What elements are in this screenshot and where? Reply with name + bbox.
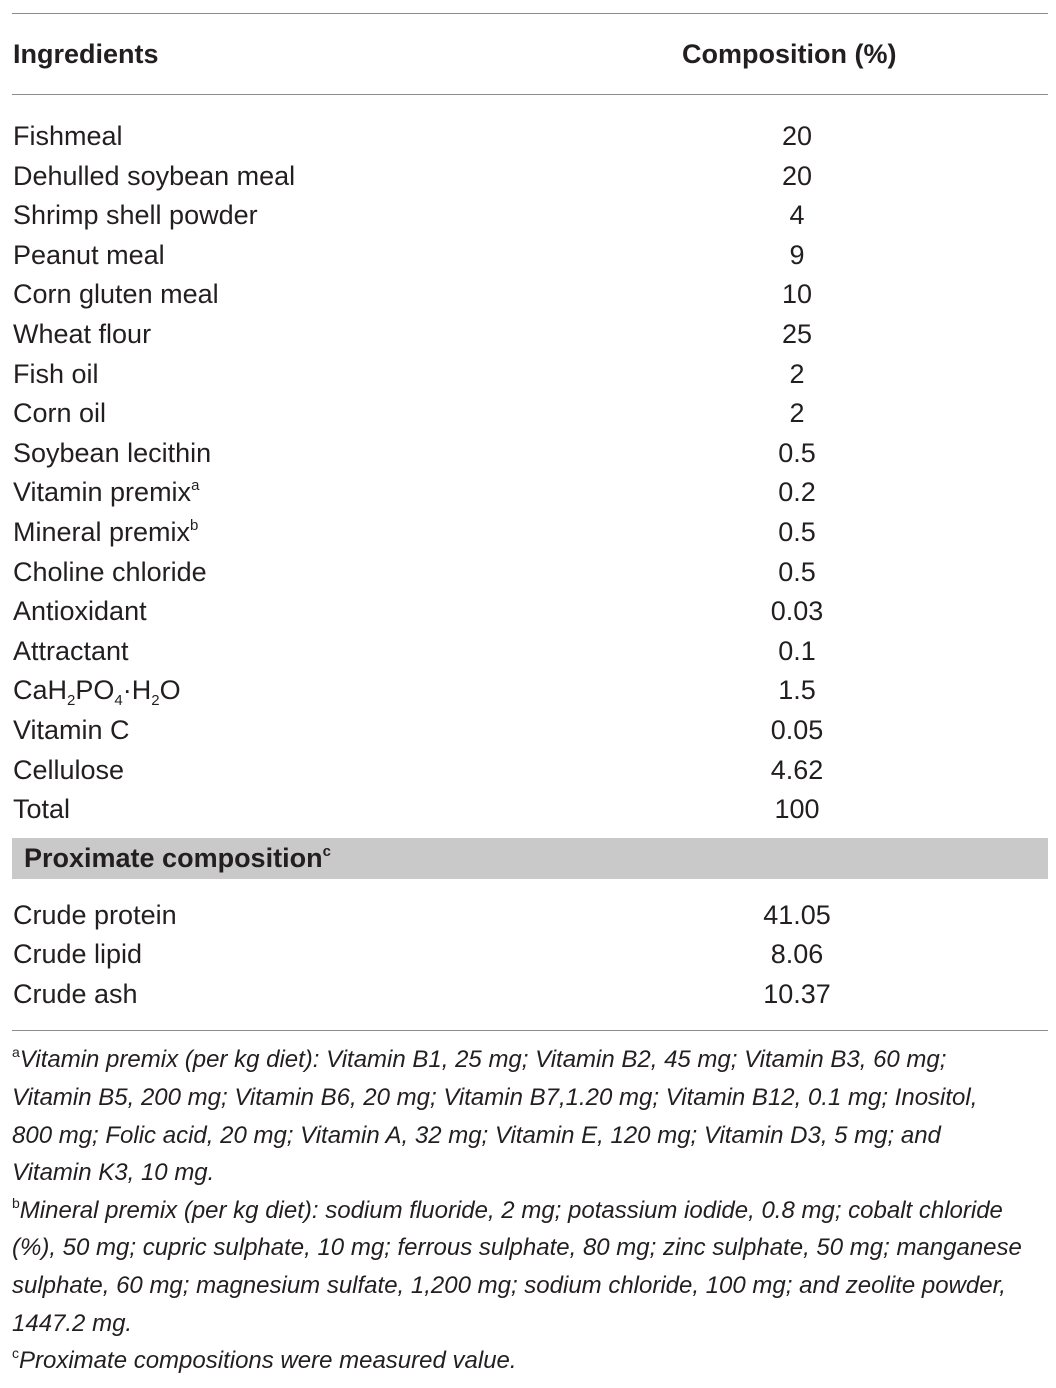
ingredient-name: Mineral premix — [13, 516, 191, 547]
ingredient-name: Fish oil — [13, 358, 99, 389]
ingredient-name: Corn oil — [13, 398, 107, 429]
footnote-marker: a — [12, 1044, 20, 1061]
table-row — [12, 711, 1048, 751]
footnote-text: Vitamin premix (per kg diet): Vitamin B1, 25 mg; Vitamin B2, 45 mg; Vitamin B3, 60 mg; Vitamin B5, 200 mg; Vitamin B6, 20 mg; Vitamin B7,1.20 mg; Vitamin B12, 0.1 mg; Inositol, 800 mg; Folic acid, 20 mg; Vitamin A, 32 mg; Vitamin E, 120 mg; Vitamin D3, 5 mg; and Vitamin K3, 10 mg. — [12, 1046, 978, 1187]
ingredient-name: Dehulled soybean meal — [13, 160, 296, 191]
ingredient-name-with-footnote — [13, 513, 198, 553]
proximate-value: 8.06 — [770, 939, 824, 970]
ingredient-value: 2 — [789, 398, 805, 429]
table-row — [12, 592, 1048, 632]
footnote-marker: b — [12, 1194, 20, 1211]
ingredient-name: Total — [13, 794, 71, 825]
proximate-section-header — [12, 838, 1048, 879]
ingredient-value: 0.2 — [778, 477, 816, 508]
ingredient-value: 20 — [781, 160, 813, 191]
proximate-value: 10.37 — [763, 978, 831, 1009]
table-row — [12, 157, 1048, 197]
ingredient-value: 0.5 — [778, 516, 816, 547]
ingredient-value: 0.05 — [770, 714, 824, 745]
ingredient-name: Wheat flour — [13, 318, 152, 349]
ingredient-value: 0.5 — [778, 437, 816, 468]
formula-subscript: 4 — [114, 692, 123, 710]
table-row — [12, 434, 1048, 474]
ingredients-list — [12, 95, 1048, 830]
footnote-a — [12, 1041, 1022, 1191]
table-row — [12, 671, 1048, 711]
chemical-formula — [13, 671, 181, 711]
table-row — [12, 196, 1048, 236]
ingredient-value: 4.62 — [770, 754, 824, 785]
ingredient-value: 1.5 — [778, 675, 816, 706]
ingredient-value: 0.03 — [770, 596, 824, 627]
header-ingredients: Ingredients — [13, 39, 159, 69]
footnote-c — [12, 1342, 1022, 1380]
footnote-marker: c — [12, 1345, 19, 1362]
ingredient-name: Antioxidant — [13, 596, 147, 627]
diet-composition-table — [12, 0, 1048, 1380]
table-row — [12, 315, 1048, 355]
table-row — [12, 513, 1048, 553]
footnote-marker: a — [191, 477, 200, 495]
ingredient-value: 0.1 — [778, 635, 816, 666]
formula-subscript: 2 — [151, 692, 160, 710]
footnote-text: Proximate compositions were measured value. — [19, 1347, 517, 1375]
ingredient-name: Vitamin C — [13, 714, 130, 745]
proximate-name: Crude ash — [13, 978, 138, 1009]
table-row — [12, 751, 1048, 791]
ingredient-name-with-footnote — [13, 473, 199, 513]
ingredient-name: Choline chloride — [13, 556, 207, 587]
ingredient-value: 10 — [781, 279, 813, 310]
footnote-marker: b — [190, 516, 199, 534]
formula-part: O — [159, 675, 181, 706]
proximate-value: 41.05 — [763, 899, 831, 930]
table-row — [12, 473, 1048, 513]
table-header — [12, 14, 1048, 94]
ingredient-value: 25 — [781, 318, 813, 349]
proximate-name: Crude lipid — [13, 939, 143, 970]
footnote-text: Mineral premix (per kg diet): sodium fluoride, 2 mg; potassium iodide, 0.8 mg; cobalt chloride (%), 50 mg; cupric sulphate, 10 mg; ferrous sulphate, 80 mg; zinc sulphate, 50 mg; manganese sulphate, 60 mg; magnesium sulfate, 1,200 mg; sodium chloride, 100 mg; and zeolite powder, 1447.2 mg. — [12, 1196, 1022, 1337]
table-row-total — [12, 790, 1048, 830]
section-title — [24, 843, 331, 874]
ingredient-name: Corn gluten meal — [13, 279, 219, 310]
table-row — [12, 975, 1048, 1015]
formula-part: ·H — [122, 675, 152, 706]
formula-subscript: 2 — [67, 692, 76, 710]
ingredient-name: Peanut meal — [13, 239, 165, 270]
ingredient-name: Fishmeal — [13, 121, 123, 151]
footnotes — [12, 1031, 1048, 1379]
table-row — [12, 275, 1048, 315]
proximate-list — [12, 879, 1048, 1031]
ingredient-value: 4 — [789, 200, 805, 231]
table-row — [12, 935, 1048, 975]
table-row — [12, 355, 1048, 395]
ingredient-name: Attractant — [13, 635, 129, 666]
ingredient-value: 0.5 — [778, 556, 816, 587]
footnote-marker: c — [322, 842, 331, 860]
proximate-name: Crude protein — [13, 899, 177, 930]
ingredient-value: 20 — [781, 121, 813, 151]
table-row — [12, 632, 1048, 672]
ingredient-name: Vitamin premix — [13, 477, 192, 508]
footnote-b — [12, 1192, 1022, 1342]
formula-part: PO — [75, 675, 115, 706]
section-title-text: Proximate composition — [24, 842, 323, 873]
table-row — [12, 236, 1048, 276]
ingredient-value: 9 — [789, 239, 805, 270]
table-row — [12, 896, 1048, 936]
ingredient-value: 2 — [789, 358, 805, 389]
ingredient-name: Shrimp shell powder — [13, 200, 258, 231]
table-row — [12, 394, 1048, 434]
ingredient-name: Soybean lecithin — [13, 437, 212, 468]
header-composition: Composition (%) — [682, 39, 897, 69]
formula-part: CaH — [13, 675, 68, 706]
table-row — [12, 553, 1048, 593]
ingredient-value: 100 — [774, 794, 820, 825]
table-row — [12, 117, 1048, 157]
ingredient-name: Cellulose — [13, 754, 125, 785]
